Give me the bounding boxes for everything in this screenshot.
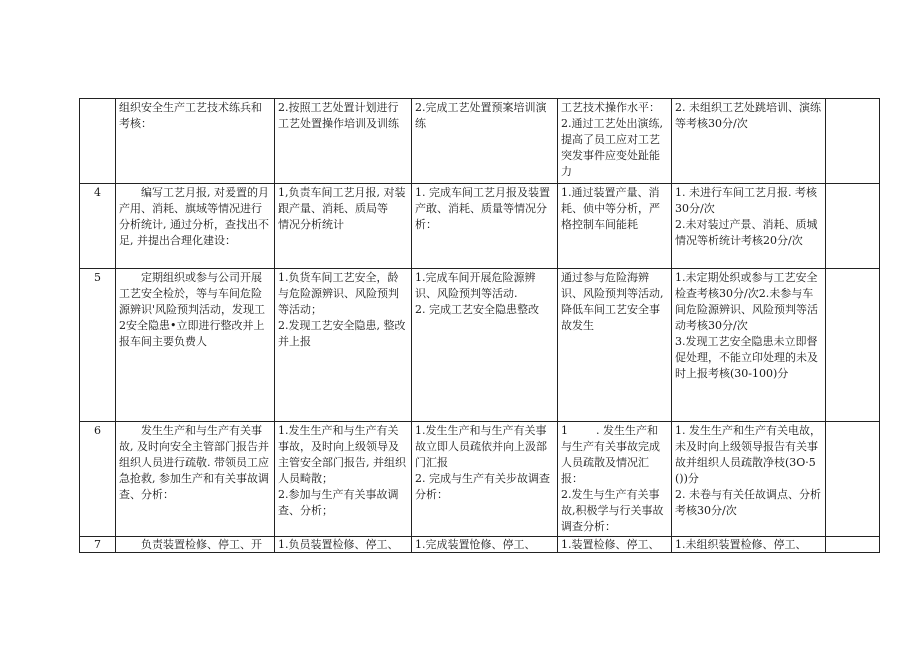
- assessment-cell: 1. 未进行车间工艺月报. 考核30分/次 2.未对装过产景、消耗、质城情况等析统计考核20分/次: [672, 184, 826, 269]
- dept-task-cell: 1.负货车间工艺安全，龄与危险源辨识、风险预判等活动； 2.发现工艺安全隐患, 整改并上报: [275, 269, 412, 422]
- assessment-cell: 1. 发生生产和生产有关电故，未及时向上级领导报告有关事故并组织人员疏散净枝(3O·5())分 2. 未卷与有关任故调点、分析考核30分/次: [672, 422, 826, 537]
- duty-content-cell: 定期组织或参与公司开展工艺安全检於，等与车间危险源辨识'风险预判活动，发现工2安全隐患•立即进行整改并上报车间主要负费人: [116, 269, 275, 422]
- remark-cell: [826, 422, 880, 537]
- remark-cell: [826, 184, 880, 269]
- table-row: [80, 269, 880, 422]
- row-number: 4: [80, 184, 116, 269]
- goal-cell: 工艺技术操作水平： 2.通过工艺处出演练,提高了员工应对工艺突发事件应变处趾能力: [558, 99, 672, 184]
- dept-task-cell: 2.按照工艺处置计划进行工艺处置操作培训及训练: [275, 99, 412, 184]
- dept-task-cell: 1.发生生产和与生产有关事故，及时向上级领导及主管安全部门报告, 并组织人员畸散； 2.参加与生产有关事故调查、分析；: [275, 422, 412, 537]
- row-number: 5: [80, 269, 116, 422]
- duty-content-cell: 编写工艺月报, 对爰置的月产用、消耗、旗域等情况进行分析统计, 通过分析，查找出不足, 并提出合理化建设：: [116, 184, 275, 269]
- completion-cell: 1.完成装置怆修、停工、: [412, 537, 558, 553]
- assessment-cell: 1.未定期处织或参与工艺安全检查考核30分/次2.未参与车间危险源辨识、风险预判等活动考核30分/次 3.发现工艺安全隐患未立即督促处理，不能立印处理的未及时上报考核(30-100)分: [672, 269, 826, 422]
- dept-task-cell: 1.负员装置检修、停工、: [275, 537, 412, 553]
- goal-cell: 通过参与危险海辨识、风险预判等活动, 降低车间工艺安全事故发生: [558, 269, 672, 422]
- row-number: 7: [80, 537, 116, 553]
- remark-cell: [826, 537, 880, 553]
- goal-cell: 1.通过装置产量、消耗、侦中等分析，严格控制车间能耗: [558, 184, 672, 269]
- goal-cell: 1 . 发生生产和与生产有关事故完成人员疏散及情况汇报： 2.发生与生产有关事故,积极学与行关事故调查分析：: [558, 422, 672, 537]
- completion-cell: 1.完成车间开展危险源辨识、风险预判等活动. 2. 完成工艺安全隐患整改: [412, 269, 558, 422]
- responsibility-table: [79, 98, 880, 553]
- duty-content-cell: 负责装置检修、停工、开: [116, 537, 275, 553]
- table-row: [80, 99, 880, 184]
- table-row: [80, 537, 880, 553]
- completion-cell: 2.完成工艺处置预案培训演练: [412, 99, 558, 184]
- duty-content-cell: 组织安全生产工艺技术练兵和考核：: [116, 99, 275, 184]
- assessment-cell: 2. 未组织工艺处跳培训、演练等考核30分/次: [672, 99, 826, 184]
- table-row: [80, 422, 880, 537]
- remark-cell: [826, 99, 880, 184]
- completion-cell: 1.发生生产和与生产有关事故立即人员疏依并向上汲部门汇报 2. 完成与生产有关步故调查分析：: [412, 422, 558, 537]
- goal-cell: 1.装置检修、停工、: [558, 537, 672, 553]
- duty-content-cell: 发生生产和与生产有关事故, 及时向安全主管部门报告并组织人员进行疏敬. 带领员工应急抢救, 参加生产和有关事故调查、分析：: [116, 422, 275, 537]
- row-number: 6: [80, 422, 116, 537]
- dept-task-cell: 1,负责车间工艺月报, 对装跟产量、消耗、质局等 情况分析统计: [275, 184, 412, 269]
- assessment-cell: 1.未组织装置检修、停工、: [672, 537, 826, 553]
- row-number: [80, 99, 116, 184]
- completion-cell: 1. 完成车间工艺月报及装置产敢、消耗、质量等情况分析：: [412, 184, 558, 269]
- remark-cell: [826, 269, 880, 422]
- table-row: [80, 184, 880, 269]
